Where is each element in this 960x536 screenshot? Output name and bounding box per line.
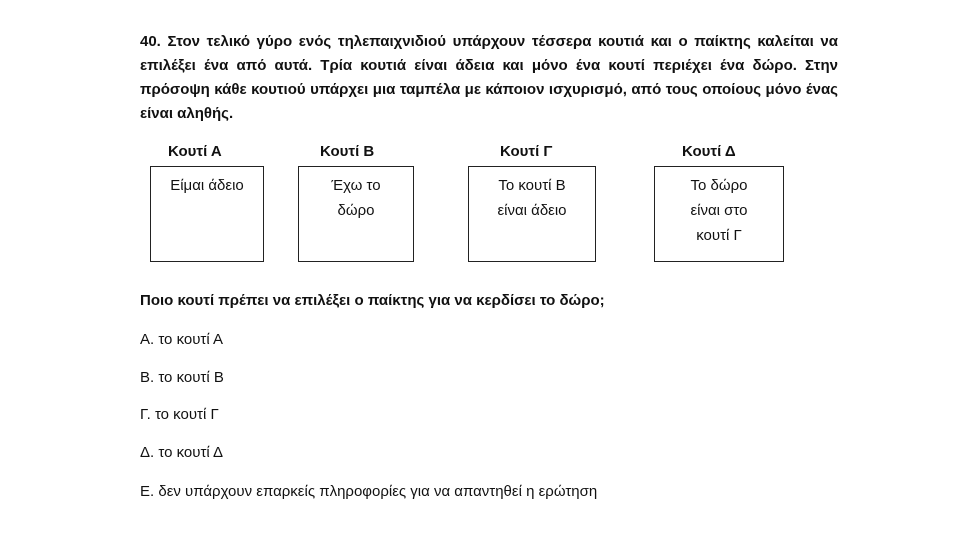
option-a: Α. το κουτί Α [140,331,224,348]
option-e: Ε. δεν υπάρχουν επαρκείς πληροφορίες για να απαντηθεί η ερώτηση [140,483,598,500]
option-c: Γ. το κουτί Γ [140,406,219,423]
option-b: Β. το κουτί Β [140,369,224,386]
box-a-sign: Είμαι άδειο [170,177,244,194]
box-b-label: Κουτί Β [320,143,375,160]
box-d-label: Κουτί Δ [682,143,736,160]
box-c [468,166,596,262]
option-d: Δ. το κουτί Δ [140,444,224,461]
box-c-sign: Το κουτί Β είναι άδειο [497,177,567,219]
box-d-sign: Το δώρο είναι στο κουτί Γ [690,177,748,244]
box-a [150,166,264,262]
question-text: Ποιο κουτί πρέπει να επιλέξει ο παίκτης για να κερδίσει το δώρο; [140,292,605,309]
box-c-label: Κουτί Γ [500,143,553,160]
box-b [298,166,414,262]
box-b-sign: Έχω το δώρο [331,177,381,219]
box-a-label: Κουτί Α [168,143,222,160]
box-d [654,166,784,262]
problem-statement: 40. Στον τελικό γύρο ενός τηλεπαιχνιδιού υπάρχουν τέσσερα κουτιά και ο παίκτης καλείται να επιλέξει ένα από αυτά. Τρία κουτιά είναι άδεια και μόνο ένα κουτί περιέχει ένα δώρο. Στην πρόσοψη κάθε κουτιού υπάρχει μια ταμπέλα με κάποιον ισχυρισμό, από τους οποίους μόνο ένας είναι αληθής. [140,33,838,122]
